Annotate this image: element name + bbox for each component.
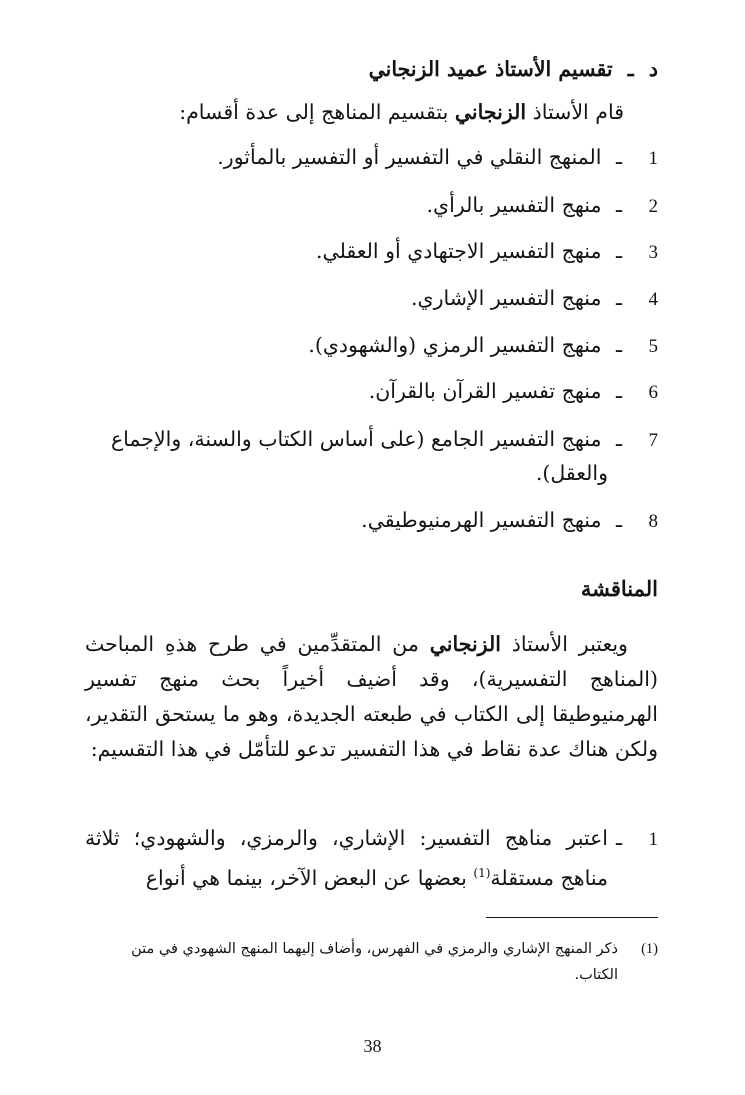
intro-name: الزنجاني	[454, 100, 527, 124]
footnote-separator	[486, 917, 658, 918]
discussion-name: الزنجاني	[429, 632, 501, 656]
method-number: 2	[648, 196, 658, 217]
method-item-8: 8ـ منهج التفسير الهرمنيوطيقي.	[361, 505, 658, 537]
method-number: 7	[648, 430, 658, 451]
section-heading	[369, 54, 658, 84]
method-text: منهج التفسير الإشاري.	[411, 286, 602, 310]
method-number: 1	[648, 148, 658, 169]
footnote-marker: (1)	[641, 941, 658, 957]
method-item-7-continuation	[536, 458, 608, 488]
method-text: منهج التفسير الجامع (على أساس الكتاب والسنة، والإجماع	[110, 427, 602, 451]
method-item-3: 3ـ منهج التفسير الاجتهادي أو العقلي.	[316, 236, 658, 268]
method-item-6: 6ـ منهج تفسير القرآن بالقرآن.	[369, 376, 658, 408]
section-title: تقسيم الأستاذ عميد الزنجاني	[368, 57, 613, 81]
method-number: 8	[648, 511, 658, 532]
point-text-before: اعتبر مناهج التفسير: الإشاري، والرمزي، والشهودي؛ ثلاثة مناهج مستقلة	[85, 826, 608, 890]
method-item-2: 2ـ منهج التفسير بالرأي.	[427, 190, 658, 222]
method-text: منهج التفسير الاجتهادي أو العقلي.	[315, 239, 602, 263]
footnote-text: ذكر المنهج الإشاري والرمزي في الفهرس، وأضاف إليهما المنهج الشهودي في متن الكتاب.	[131, 941, 618, 983]
method-number: 6	[648, 382, 658, 403]
footnote-ref[interactable]: (1)	[473, 866, 491, 881]
method-item-4: 4ـ منهج التفسير الإشاري.	[411, 283, 658, 315]
intro-before: قام الأستاذ	[532, 100, 624, 124]
method-item-1: 1ـ المنهج النقلي في التفسير أو التفسير بالمأثور.	[217, 142, 658, 174]
section-dash: ـ	[627, 57, 634, 81]
method-item-7: 7ـ منهج التفسير الجامع (على أساس الكتاب والسنة، والإجماع	[111, 424, 658, 456]
method-item-5: 5ـ منهج التفسير الرمزي (والشهودي).	[308, 330, 658, 362]
discussion-text-after: من المتقدِّمين في طرح هذهِ المباحث (المناهج التفسيرية)، وقد أضيف أخيراً بحث منهج تفسير الهرمنيوطيقا إلى الكتاب في طبعته الجديدة، وهو ما يستحق التقدير، ولكن هناك عدة نقاط في هذا التفسير تدعو للتأمّل في هذا التقسيم:	[85, 632, 658, 761]
method-text: المنهج النقلي في التفسير أو التفسير بالمأثور.	[217, 145, 602, 169]
method-text: منهج التفسير بالرأي.	[426, 193, 602, 217]
method-number: 3	[648, 242, 658, 263]
method-number: 5	[648, 336, 658, 357]
intro-line	[179, 97, 624, 127]
method-text: منهج التفسير الهرمنيوطيقي.	[361, 508, 602, 532]
method-text: منهج تفسير القرآن بالقرآن.	[368, 379, 602, 403]
discussion-heading: المناقشة	[580, 576, 658, 601]
point-text-after: بعضها عن البعض الآخر، بينما هي أنواع	[145, 866, 467, 890]
point-item-1: 1ـ اعتبر مناهج التفسير: الإشاري، والرمزي، والشهودي؛ ثلاثة مناهج مستقلة$^{(1)}$ بعضها عن البعض الآخر، بينما هي أنواع	[85, 818, 658, 898]
method-number: 4	[648, 289, 658, 310]
method-text: منهج التفسير الرمزي (والشهودي).	[308, 333, 602, 357]
intro-after: بتقسيم المناهج إلى عدة أقسام:	[179, 100, 449, 124]
footnote	[85, 936, 658, 988]
section-letter: د	[648, 57, 658, 81]
point-number: 1	[648, 829, 658, 850]
discussion-text-before: ويعتبر الأستاذ	[511, 632, 628, 656]
method-text-cont: والعقل).	[535, 461, 608, 485]
discussion-paragraph	[85, 627, 658, 767]
page-number: 38	[363, 1036, 382, 1056]
